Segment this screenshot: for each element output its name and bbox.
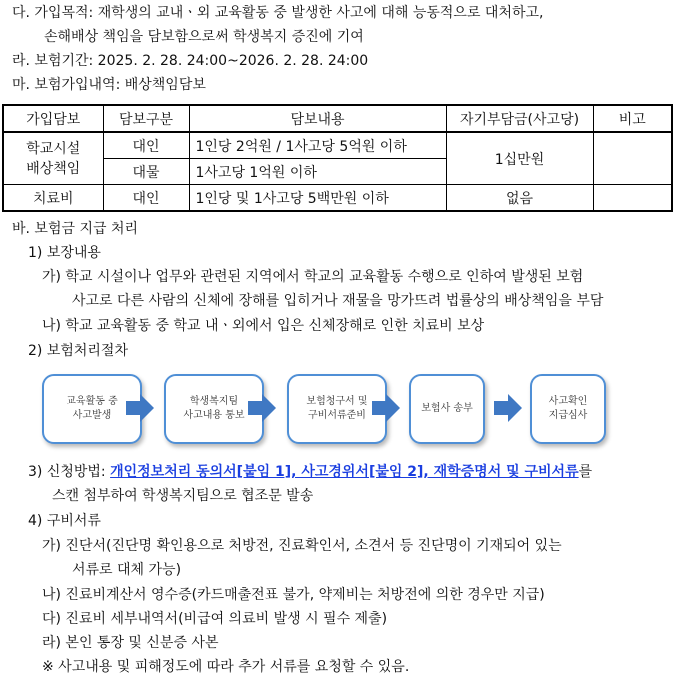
insurance-period: 라. 보험기간: 2025. 2. 28. 24:00~2026. 2. 28. 24:00	[12, 53, 369, 69]
coverage-content: 1인당 및 1사고당 5백만원 이하	[189, 185, 446, 212]
remarks-cell	[593, 132, 672, 185]
coverage-type: 대물	[103, 159, 189, 185]
document-c: 다) 진료비 세부내역서(비급여 의료비 발생 시 필수 제출)	[42, 611, 388, 627]
header-remarks: 비고	[593, 105, 672, 132]
coverage-content: 1사고당 1억원 이하	[189, 159, 446, 185]
coverage-details: 마. 보험가입내역: 배상책임담보	[12, 77, 206, 93]
flow-step-1: 교육활동 중 사고발생	[42, 374, 142, 444]
item-application-method	[28, 463, 592, 481]
purpose-line-2: 손해배상 책임을 담보함으로써 학생복지 증진에 기여	[44, 29, 364, 45]
coverage-content: 1인당 2억원 / 1사고당 5억원 이하	[189, 132, 446, 159]
item-coverage-a-line-2: 사고로 다른 사람의 신체에 장해를 입히거나 재물을 망가뜨려 법률상의 배상책임을 부담	[72, 293, 604, 309]
application-method-suffix: 를	[578, 464, 593, 480]
application-method-line-2: 스캔 첨부하여 학생복지팀으로 협조문 발송	[52, 488, 314, 504]
additional-documents-note: ※ 사고내용 및 피해정도에 따라 추가 서류를 요청할 수 있음.	[42, 659, 410, 675]
header-type: 담보구분	[103, 105, 189, 132]
flow-arrow-icon	[508, 394, 522, 422]
item-documents-title: 4) 구비서류	[28, 513, 101, 529]
header-coverage: 가입담보	[3, 105, 103, 132]
flow-step-5: 사고확인 지급심사	[530, 374, 606, 444]
document-d: 라) 본인 통장 및 신분증 사본	[42, 635, 219, 651]
flow-arrow-icon	[386, 394, 400, 422]
deductible-value: 1십만원	[446, 132, 593, 185]
flow-step-3: 보험청구서 및 구비서류준비	[287, 374, 387, 444]
flow-step-2: 학생복지팀 사고내용 통보	[164, 374, 264, 444]
purpose-line-1	[12, 4, 543, 22]
table-header-row	[3, 105, 672, 132]
flow-arrow-icon	[140, 394, 154, 422]
header-content: 담보내용	[189, 105, 446, 132]
item-coverage-a-line-1: 가) 학교 시설이나 업무와 관련된 지역에서 학교의 교육활동 수행으로 인하여 발생된 보험	[42, 269, 584, 285]
item-coverage-b: 나) 학교 교육활동 중 학교 내ㆍ외에서 입은 신체장해로 인한 치료비 보상	[42, 318, 485, 334]
flow-step-4: 보험사 송부	[409, 374, 485, 444]
section-title-payment: 바. 보험금 지급 처리	[12, 221, 138, 237]
table-row	[3, 132, 672, 159]
coverage-type: 대인	[103, 185, 189, 212]
coverage-name-facility: 학교시설 배상책임	[3, 132, 103, 185]
table-row	[3, 185, 672, 212]
item-procedure-title: 2) 보험처리절차	[28, 343, 128, 359]
application-method-label: 3) 신청방법:	[28, 464, 106, 480]
header-deductible: 자기부담금(사고당)	[446, 105, 593, 132]
document-a-line-1: 가) 진단서(진단명 확인용으로 처방전, 진료확인서, 소견서 등 진단명이 기재되어 있는	[42, 538, 562, 554]
claim-process-flow	[0, 372, 673, 452]
document-a-line-2: 서류로 대체 가능)	[72, 562, 182, 578]
coverage-table	[2, 104, 673, 212]
purpose-text-1: 재학생의 교내ㆍ외 교육활동 중 발생한 사고에 대해 능동적으로 대처하고,	[97, 5, 544, 21]
deductible-value: 없음	[446, 185, 593, 212]
coverage-name-medical: 치료비	[3, 185, 103, 212]
flow-arrow-icon	[262, 394, 276, 422]
purpose-label: 다. 가입목적:	[12, 5, 94, 21]
remarks-cell	[593, 185, 672, 212]
required-forms-link[interactable]: 개인정보처리 동의서[붙임 1], 사고경위서[붙임 2], 재학증명서 및 구비서류	[110, 464, 579, 480]
item-coverage-title: 1) 보장내용	[28, 245, 101, 261]
coverage-type: 대인	[103, 132, 189, 159]
document-b: 나) 진료비계산서 영수증(카드매출전표 불가, 약제비는 처방전에 의한 경우만 지급)	[42, 587, 545, 603]
